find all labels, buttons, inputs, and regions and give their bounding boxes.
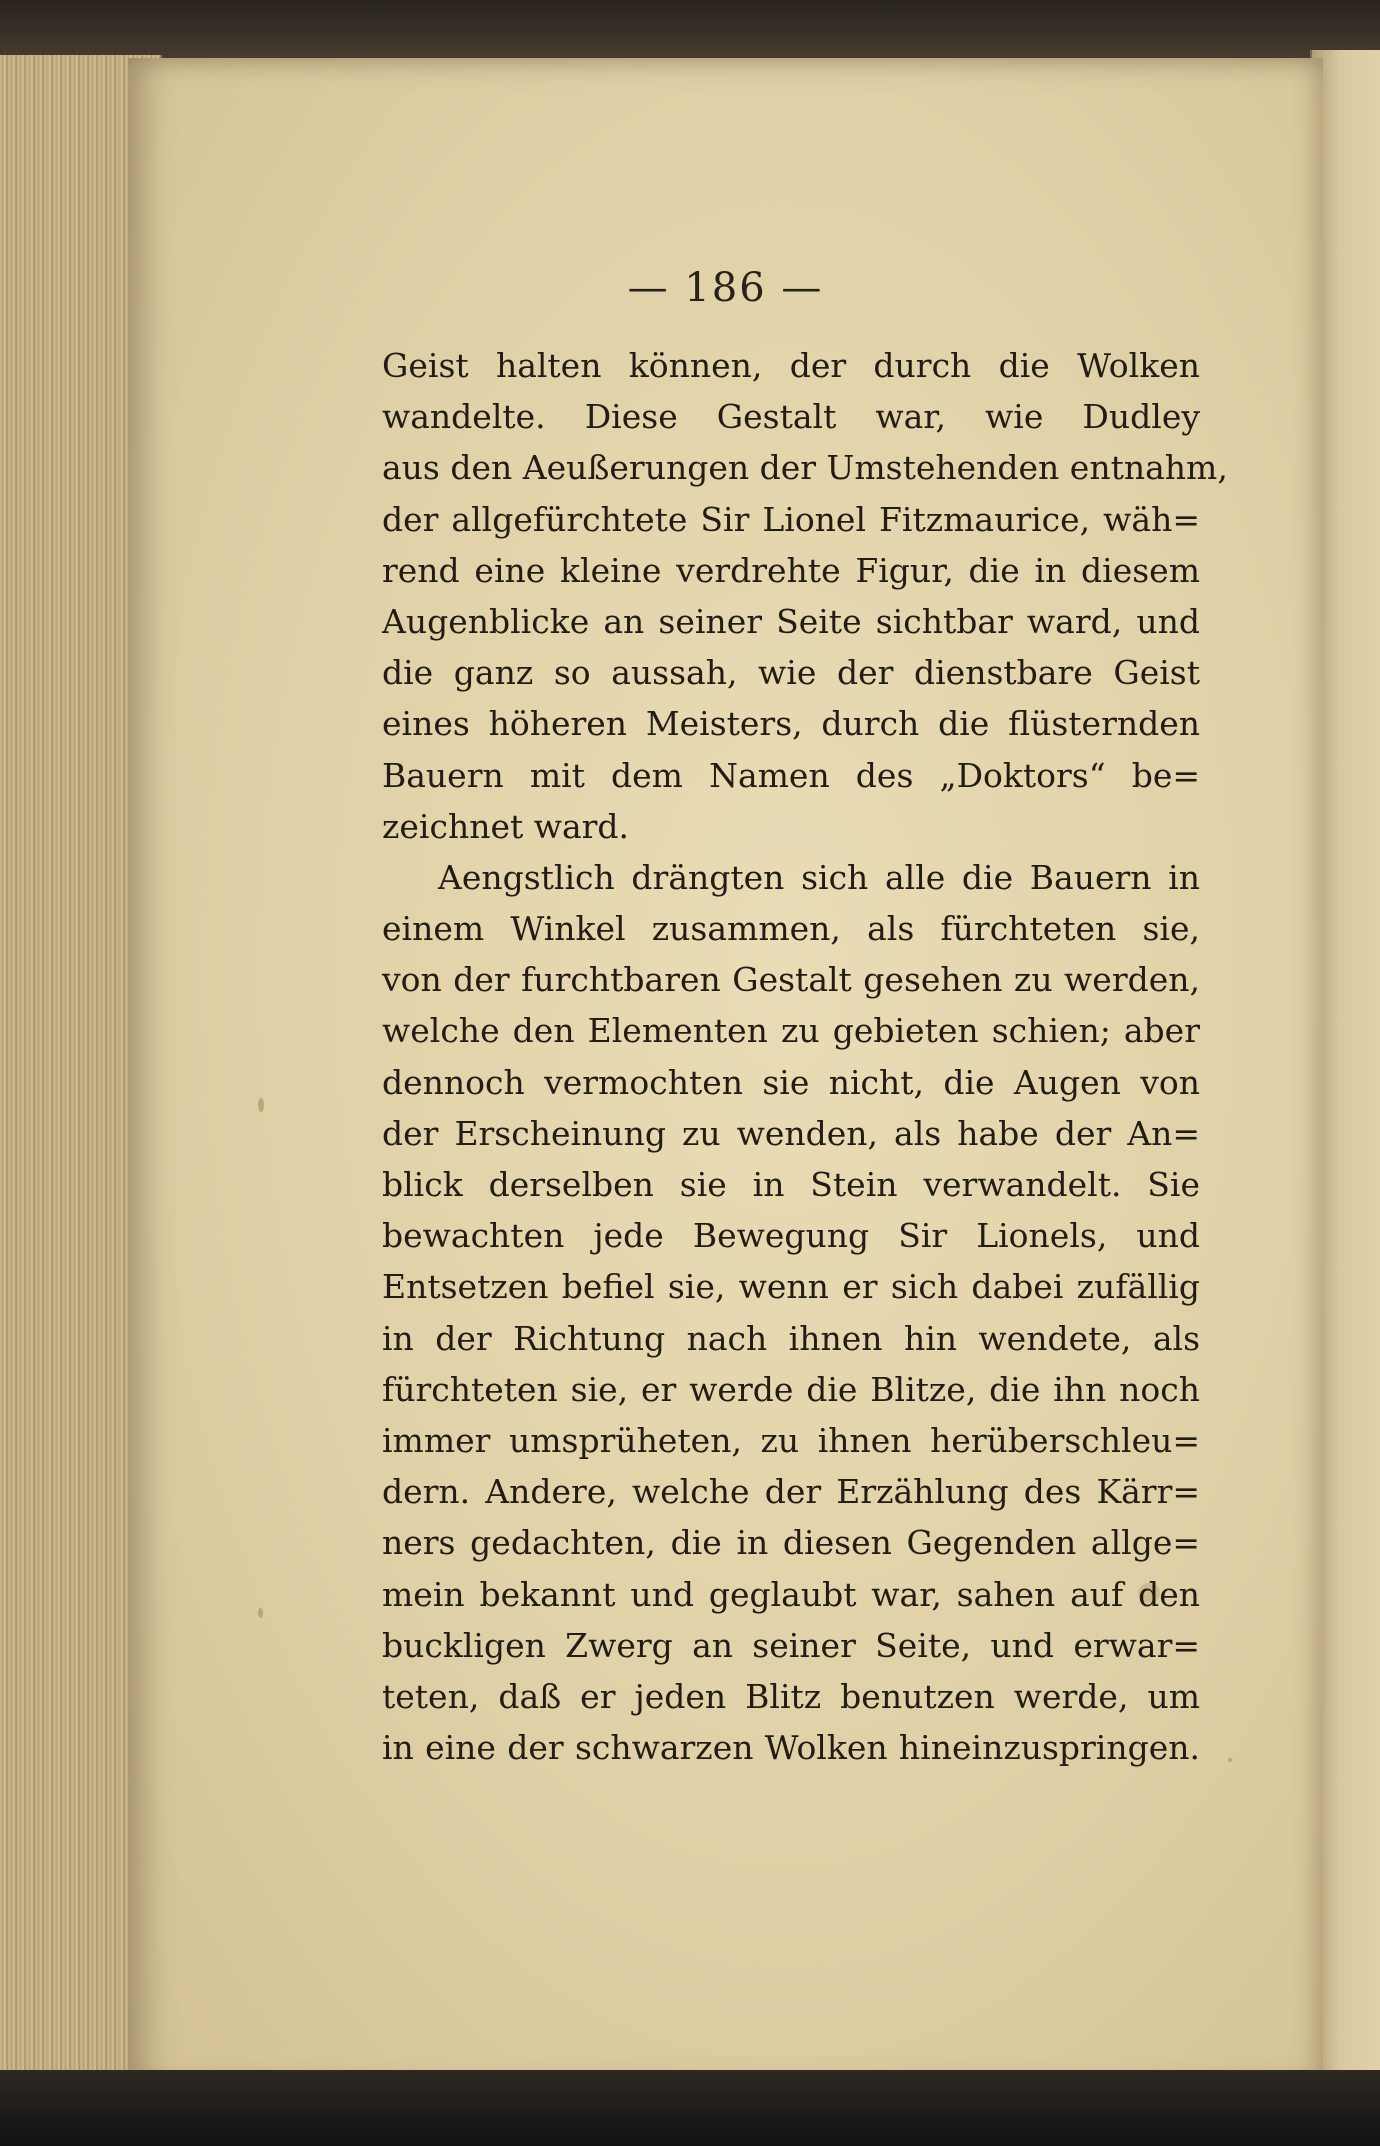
text-line: rend eine kleine verdrehte Figur, die in diesem: [382, 550, 1200, 590]
text-line: Aengstlich drängten sich alle die Bauern in: [438, 857, 1200, 897]
page-number-header: — 186 —: [627, 265, 824, 311]
text-line: Bauern mit dem Namen des „Doktors“ be=: [382, 755, 1200, 795]
text-line: von der furchtbaren Gestalt gesehen zu werden,: [382, 960, 1200, 1000]
text-line: der allgefürchtete Sir Lionel Fitzmaurice, wäh=: [382, 499, 1200, 539]
paper-speck: [1228, 1758, 1232, 1762]
text-line: aus den Aeußerungen der Umstehenden entnahm,: [382, 448, 1228, 488]
text-line: immer umsprüheten, zu ihnen herüberschleu=: [382, 1420, 1200, 1460]
text-line: bewachten jede Bewegung Sir Lionels, und: [382, 1216, 1200, 1256]
text-line: zeichnet ward.: [382, 806, 630, 846]
text-line: ners gedachten, die in diesen Gegenden allge=: [382, 1523, 1200, 1563]
text-line: Geist halten können, der durch die Wolken: [382, 346, 1200, 385]
paragraph-2: [382, 852, 1200, 1773]
body-text: [382, 340, 1228, 1773]
text-line: teten, daß er jeden Blitz benutzen werde, um: [382, 1676, 1200, 1716]
text-line: die ganz so aussah, wie der dienstbare Geist: [382, 653, 1200, 693]
text-line: dennoch vermochten sie nicht, die Augen von: [382, 1062, 1200, 1102]
text-line: Augenblicke an seiner Seite sichtbar ward, und: [382, 601, 1200, 641]
text-line: wandelte. Diese Gestalt war, wie Dudley: [382, 397, 1200, 437]
paper-speck: [258, 1608, 263, 1618]
text-line: mein bekannt und geglaubt war, sahen auf den: [382, 1574, 1200, 1614]
book-cover-top-edge: [0, 0, 1380, 62]
text-line: einem Winkel zusammen, als fürchteten sie,: [382, 909, 1200, 949]
text-line: dern. Andere, welche der Erzählung des Kärr=: [382, 1472, 1200, 1512]
paragraph-1: [382, 340, 1228, 852]
paper-speck: [258, 1098, 264, 1112]
text-line: Entsetzen befiel sie, wenn er sich dabei zufällig: [382, 1267, 1200, 1307]
text-line: in eine der schwarzen Wolken hineinzuspringen.: [382, 1728, 1200, 1768]
text-line: eines höheren Meisters, durch die flüsternden: [382, 704, 1200, 744]
text-line: fürchteten sie, er werde die Blitze, die ihn noch: [382, 1369, 1200, 1409]
text-line: blick derselben sie in Stein verwandelt. Sie: [382, 1165, 1200, 1204]
text-line: in der Richtung nach ihnen hin wendete, als: [382, 1318, 1200, 1358]
book-cover-bottom-edge: [0, 2070, 1380, 2146]
text-line: der Erscheinung zu wenden, als habe der An=: [382, 1113, 1200, 1153]
text-line: buckligen Zwerg an seiner Seite, und erwar=: [382, 1625, 1200, 1665]
text-line: welche den Elementen zu gebieten schien; aber: [382, 1011, 1200, 1051]
